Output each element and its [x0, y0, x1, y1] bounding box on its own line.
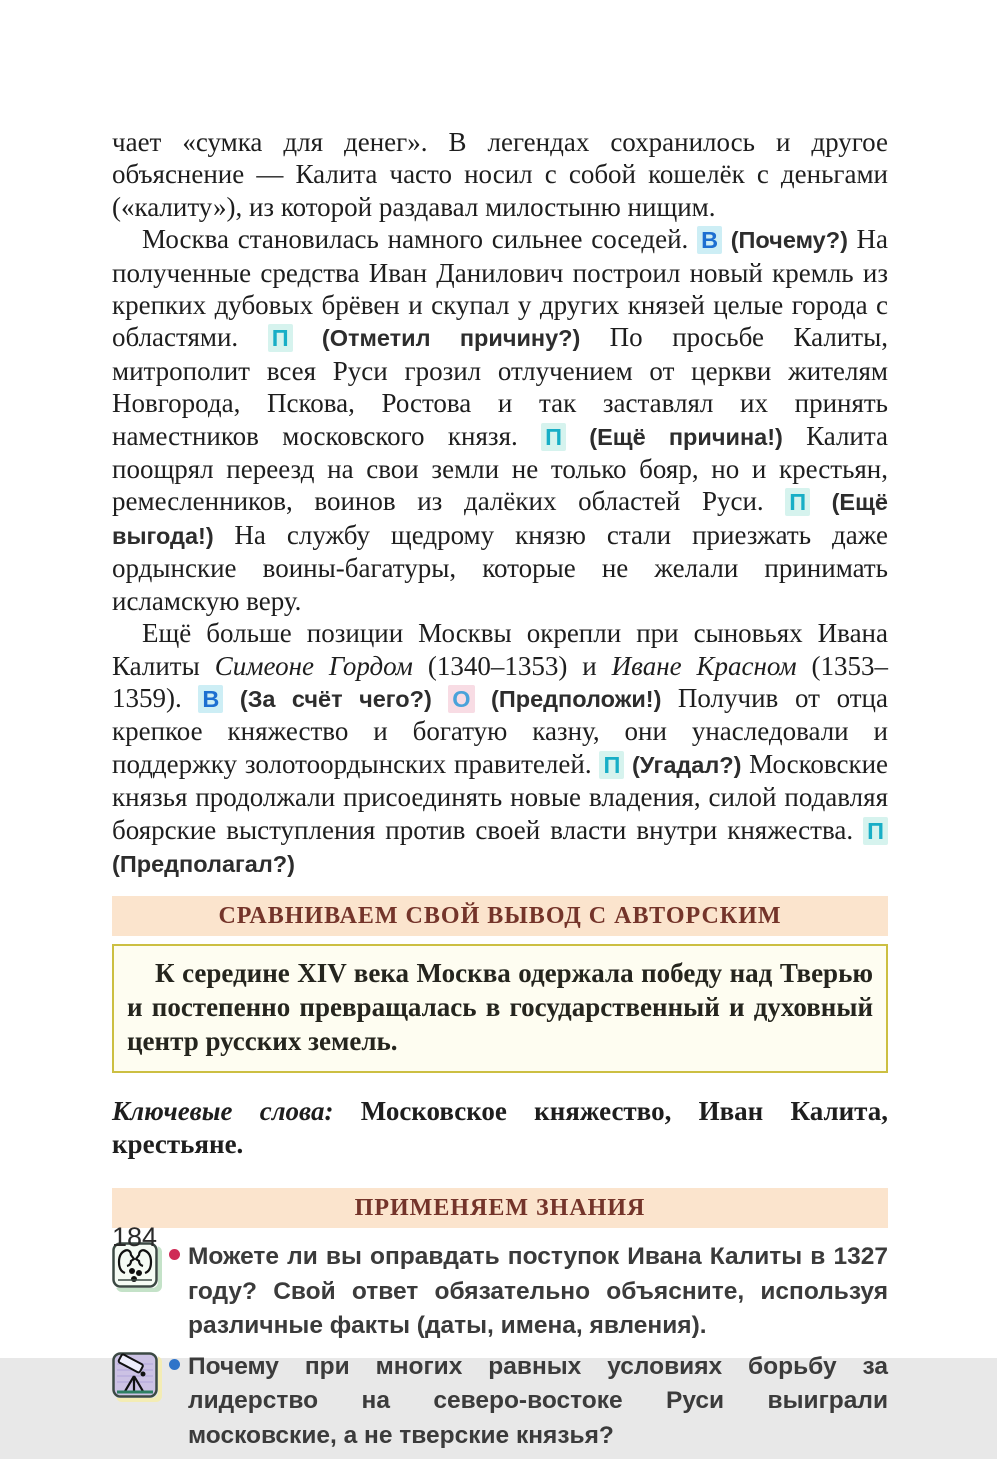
question-text: Можете ли вы оправдать поступок Ивана Калиты в 1327 году? Свой ответ обязательно объясните, используя различные факты (даты, имена, явления). — [188, 1243, 888, 1340]
text-segment: чает «сумка для денег». В легендах сохранилось и другое объяснение — Калита часто носил с собой кошелёк с деньгами («калиту»), из которой раздавал милостыню нищим. — [112, 127, 888, 222]
text-segment: Москва становилась намного сильнее соседей. — [142, 224, 698, 255]
text-segment: На службу щедрому князю стали приезжать даже ордынские воины-багатуры, которые не желали принимать исламскую веру. — [112, 519, 888, 616]
keywords-text: Московское княжество, Иван Калита, крестьяне. — [112, 1096, 889, 1160]
reading-marker-letter: В — [697, 226, 722, 254]
section-banner-apply-knowledge: ПРИМЕНЯЕМ ЗНАНИЯ — [112, 1188, 888, 1228]
text-segment: (1353–1359). — [112, 650, 888, 713]
author-conclusion-box: К середине XIV века Москва одержала победу над Тверью и постепенно превращалась в государственный и духовный центр русских земель. — [112, 944, 888, 1073]
text-segment: Получив от отца крепкое княжество и богатую казну, они унаследовали и поддержку золотоордынских правителей. — [112, 682, 888, 779]
italic-text-segment: Симеоне Гордом — [214, 650, 413, 681]
reading-marker-letter: П — [863, 817, 888, 845]
reading-marker-question: (Предположи!) — [474, 685, 678, 712]
reading-marker-letter: П — [599, 751, 624, 779]
question-bullet — [169, 1249, 180, 1260]
reading-marker-question: (За счёт чего?) — [223, 685, 449, 712]
reading-marker-question: (Угадал?) — [624, 751, 750, 778]
text-segment: На полученные средства Иван Данилович построил новый кремль из крепких дубовых брёвен и скупал у других князей целые города с областями. — [112, 224, 888, 353]
telescope-icon — [112, 1352, 158, 1398]
reading-marker-letter: П — [785, 488, 810, 516]
text-segment: Ещё больше позиции Москвы окрепли при сыновьях Ивана Калиты — [112, 618, 888, 681]
text-segment: Московские князья продолжали присоединять новые владения, силой подавляя боярские выступления против своей власти внутри княжества. — [112, 748, 889, 845]
reading-marker-question: (Отметил причину?) — [292, 325, 610, 352]
question-text: Почему при многих равных условиях борьбу за лидерство на северо-востоке Руси выиграли московские, а не тверские князья? — [188, 1352, 888, 1449]
text-segment: Калита поощрял переезд на свои земли не только бояр, но и крестьян, ремесленников, воинов из далёких областей Руси. — [112, 420, 888, 517]
text-column — [112, 126, 888, 1459]
text-segment: По просьбе Калиты, митрополит всея Руси грозил отлучением от церкви жителям Новгорода, Пскова, Ростова и так заставлял их принять наместников московского князя. — [112, 322, 888, 451]
reading-marker-letter: П — [541, 423, 566, 451]
reading-marker-letter: О — [448, 685, 474, 713]
paragraph-moscow-strength — [112, 223, 888, 617]
reading-marker-letter: В — [198, 685, 223, 713]
keywords-label: Ключевые слова: — [112, 1096, 334, 1127]
text-segment: (1340–1353) и — [412, 650, 612, 681]
question-item — [112, 1350, 888, 1454]
paragraph-kalita-sons — [112, 617, 888, 880]
questions-list — [112, 1240, 888, 1453]
question-item — [112, 1240, 888, 1344]
section-banner-compare-conclusion: СРАВНИВАЕМ СВОЙ ВЫВОД С АВТОРСКИМ — [112, 896, 888, 936]
paragraph-continuation — [112, 126, 888, 223]
page-number: 184 — [112, 1222, 158, 1252]
question-bullet — [169, 1359, 180, 1370]
reading-marker-question: (Ещё выгода!) — [112, 489, 888, 549]
reading-marker-question: (Почему?) — [722, 227, 857, 254]
keywords-line — [112, 1095, 888, 1161]
reading-marker-letter: П — [268, 324, 293, 352]
reading-marker-question: (Ещё причина!) — [566, 423, 807, 450]
italic-text-segment: Иване Красном — [611, 650, 797, 681]
reading-marker-question: (Предполагал?) — [112, 850, 295, 877]
